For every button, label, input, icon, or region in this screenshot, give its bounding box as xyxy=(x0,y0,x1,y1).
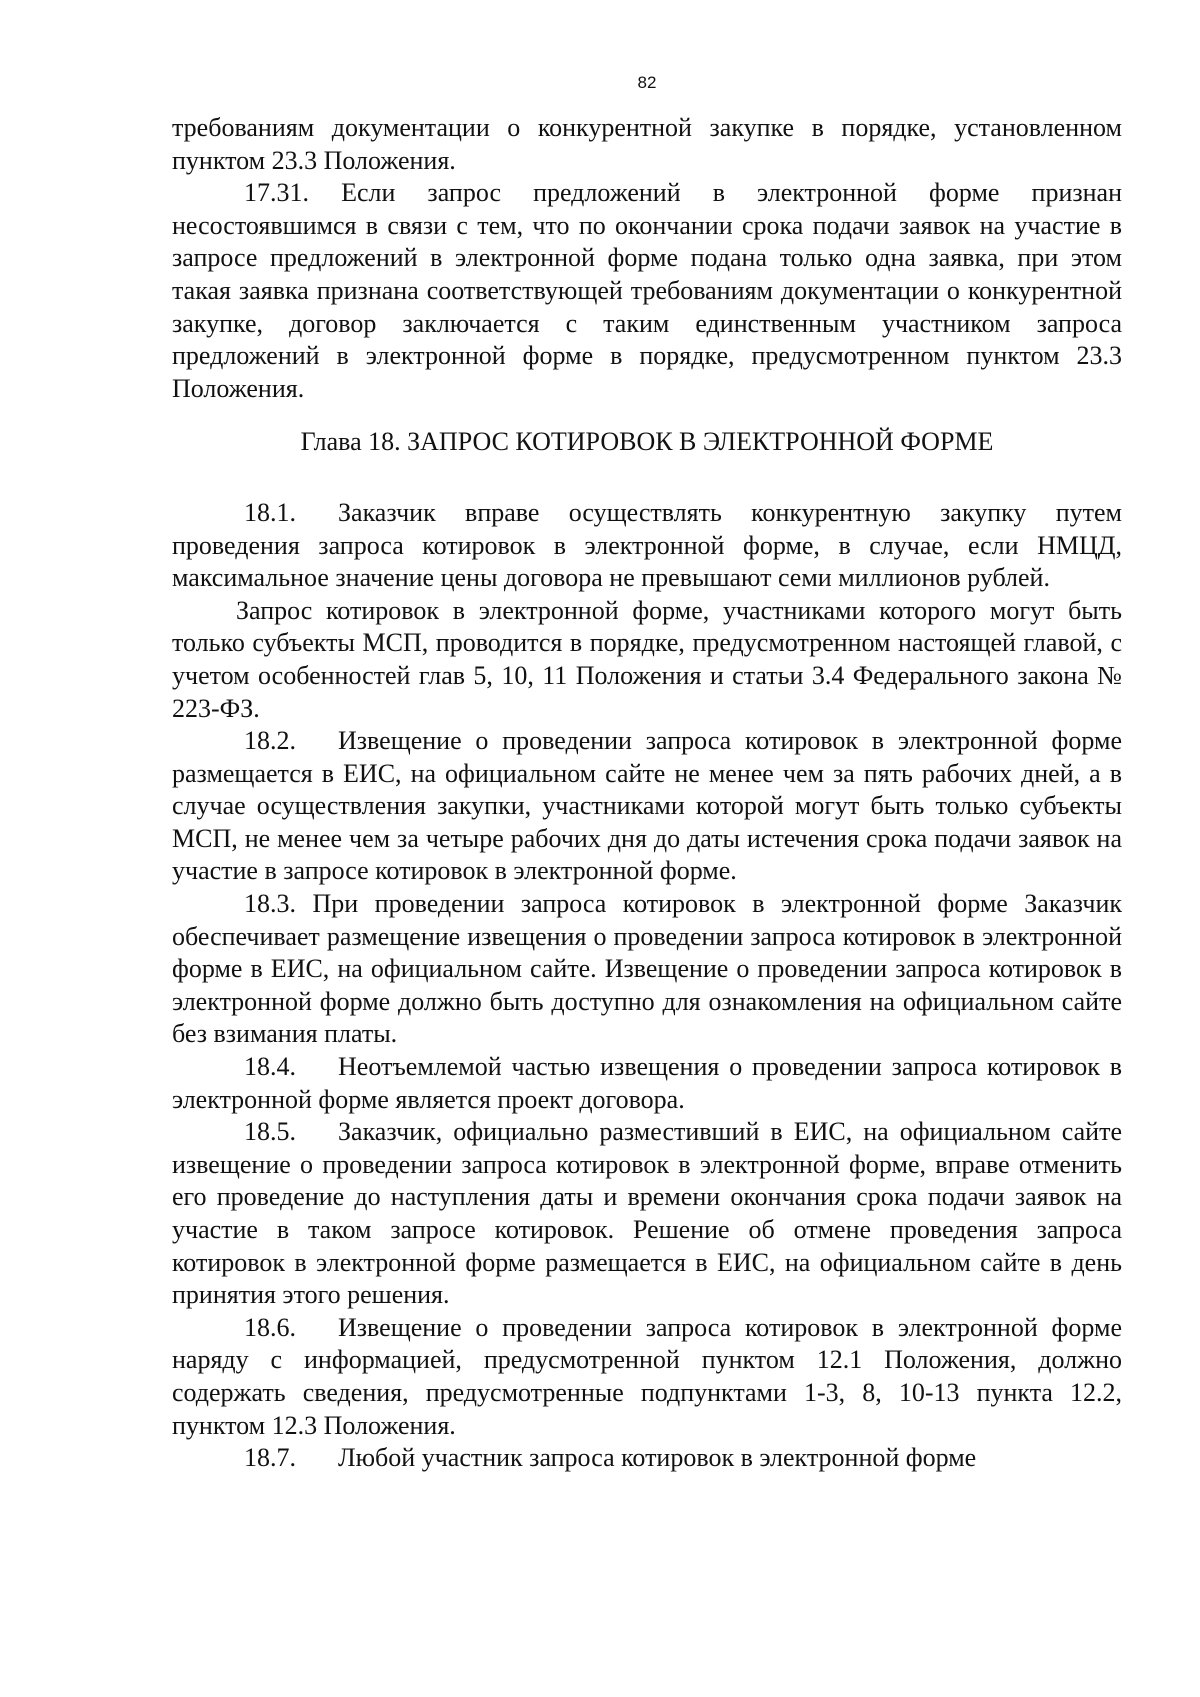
paragraph-number: 18.4. xyxy=(244,1052,296,1082)
paragraph-text: Извещение о проведении запроса котировок в электронной форме наряду с информацией, предусмотренной пунктом 12.1 Положения, должно содержать сведения, предусмотренные подпунктами 1-3, 8, 10-13 пункта 12.2, пунктом 12.3 Положения. xyxy=(172,1312,1122,1440)
paragraph-18-2 xyxy=(172,725,1122,888)
paragraph-text: Заказчик, официально разместивший в ЕИС, на официальном сайте извещение о проведении запроса котировок в электронной форме, вправе отменить его проведение до наступления даты и времени окончания срока подачи заявок на участие в таком запросе котировок. Решение об отмене проведения запроса котировок в электронной форме размещается в ЕИС, на официальном сайте в день принятия этого решения. xyxy=(172,1117,1122,1310)
paragraph-text: требованиям документации о конкурентной закупке в порядке, установленном пунктом 23.3 Положения. xyxy=(172,113,1122,175)
paragraph-number: 18.7. xyxy=(244,1443,296,1473)
document-page xyxy=(172,68,1122,1475)
paragraph-18-4 xyxy=(172,1051,1122,1116)
paragraph-number: 18.2. xyxy=(244,726,296,756)
paragraph-18-7 xyxy=(172,1442,1122,1475)
paragraph-continuation xyxy=(172,112,1122,177)
paragraph-number: 18.5. xyxy=(244,1117,296,1147)
paragraph-18-6 xyxy=(172,1312,1122,1442)
paragraph-number: 17.31. xyxy=(244,178,309,208)
paragraph-text: Если запрос предложений в электронной форме признан несостоявшимся в связи с тем, что по окончании срока подачи заявок на участие в запросе предложений в электронной форме подана только одна заявка, при этом такая заявка признана соответствующей требованиям документации о конкурентной закупке, договор заключается с таким единственным участником запроса предложений в электронной форме в порядке, предусмотренном пунктом 23.3 Положения. xyxy=(172,178,1122,403)
chapter-title: Глава 18. ЗАПРОС КОТИРОВОК В ЭЛЕКТРОННОЙ ФОРМЕ xyxy=(300,427,994,457)
paragraph-text: Любой участник запроса котировок в электронной форме xyxy=(338,1443,977,1473)
paragraph-number: 18.1. xyxy=(244,497,296,527)
paragraph-18-1 xyxy=(172,497,1122,595)
paragraph-text: Извещение о проведении запроса котировок в электронной форме размещается в ЕИС, на официальном сайте не менее чем за пять рабочих дней, а в случае осуществления закупки, участниками которой могут быть только субъекты МСП, не менее чем за четыре рабочих дня до даты истечения срока подачи заявок на участие в запросе котировок в электронной форме. xyxy=(172,726,1122,886)
body-text-chapter xyxy=(172,497,1122,1475)
page-number: 82 xyxy=(637,73,657,92)
paragraph-17-31 xyxy=(172,177,1122,405)
paragraph-number: 18.6. xyxy=(244,1312,296,1342)
paragraph-18-1-continued xyxy=(172,595,1122,725)
body-text-top xyxy=(172,112,1122,405)
paragraph-number: 18.3. xyxy=(244,889,296,919)
paragraph-text: При проведении запроса котировок в электронной форме Заказчик обеспечивает размещение извещения о проведении запроса котировок в электронной форме в ЕИС, на официальном сайте. Извещение о проведении запроса котировок в электронной форме должно быть доступно для ознакомления на официальном сайте без взимания платы. xyxy=(172,889,1122,1049)
paragraph-text: Неотъемлемой частью извещения о проведении запроса котировок в электронной форме является проект договора. xyxy=(172,1052,1122,1114)
paragraph-text: Запрос котировок в электронной форме, участниками которого могут быть только субъекты МСП, проводится в порядке, предусмотренном настоящей главой, с учетом особенностей глав 5, 10, 11 Положения и статьи 3.4 Федерального закона № 223-ФЗ. xyxy=(172,595,1122,723)
paragraph-18-3 xyxy=(172,888,1122,1051)
paragraph-text: Заказчик вправе осуществлять конкурентную закупку путем проведения запроса котировок в электронной форме, в случае, если НМЦД, максимальное значение цены договора не превышают семи миллионов рублей. xyxy=(172,497,1122,593)
paragraph-18-5 xyxy=(172,1116,1122,1312)
